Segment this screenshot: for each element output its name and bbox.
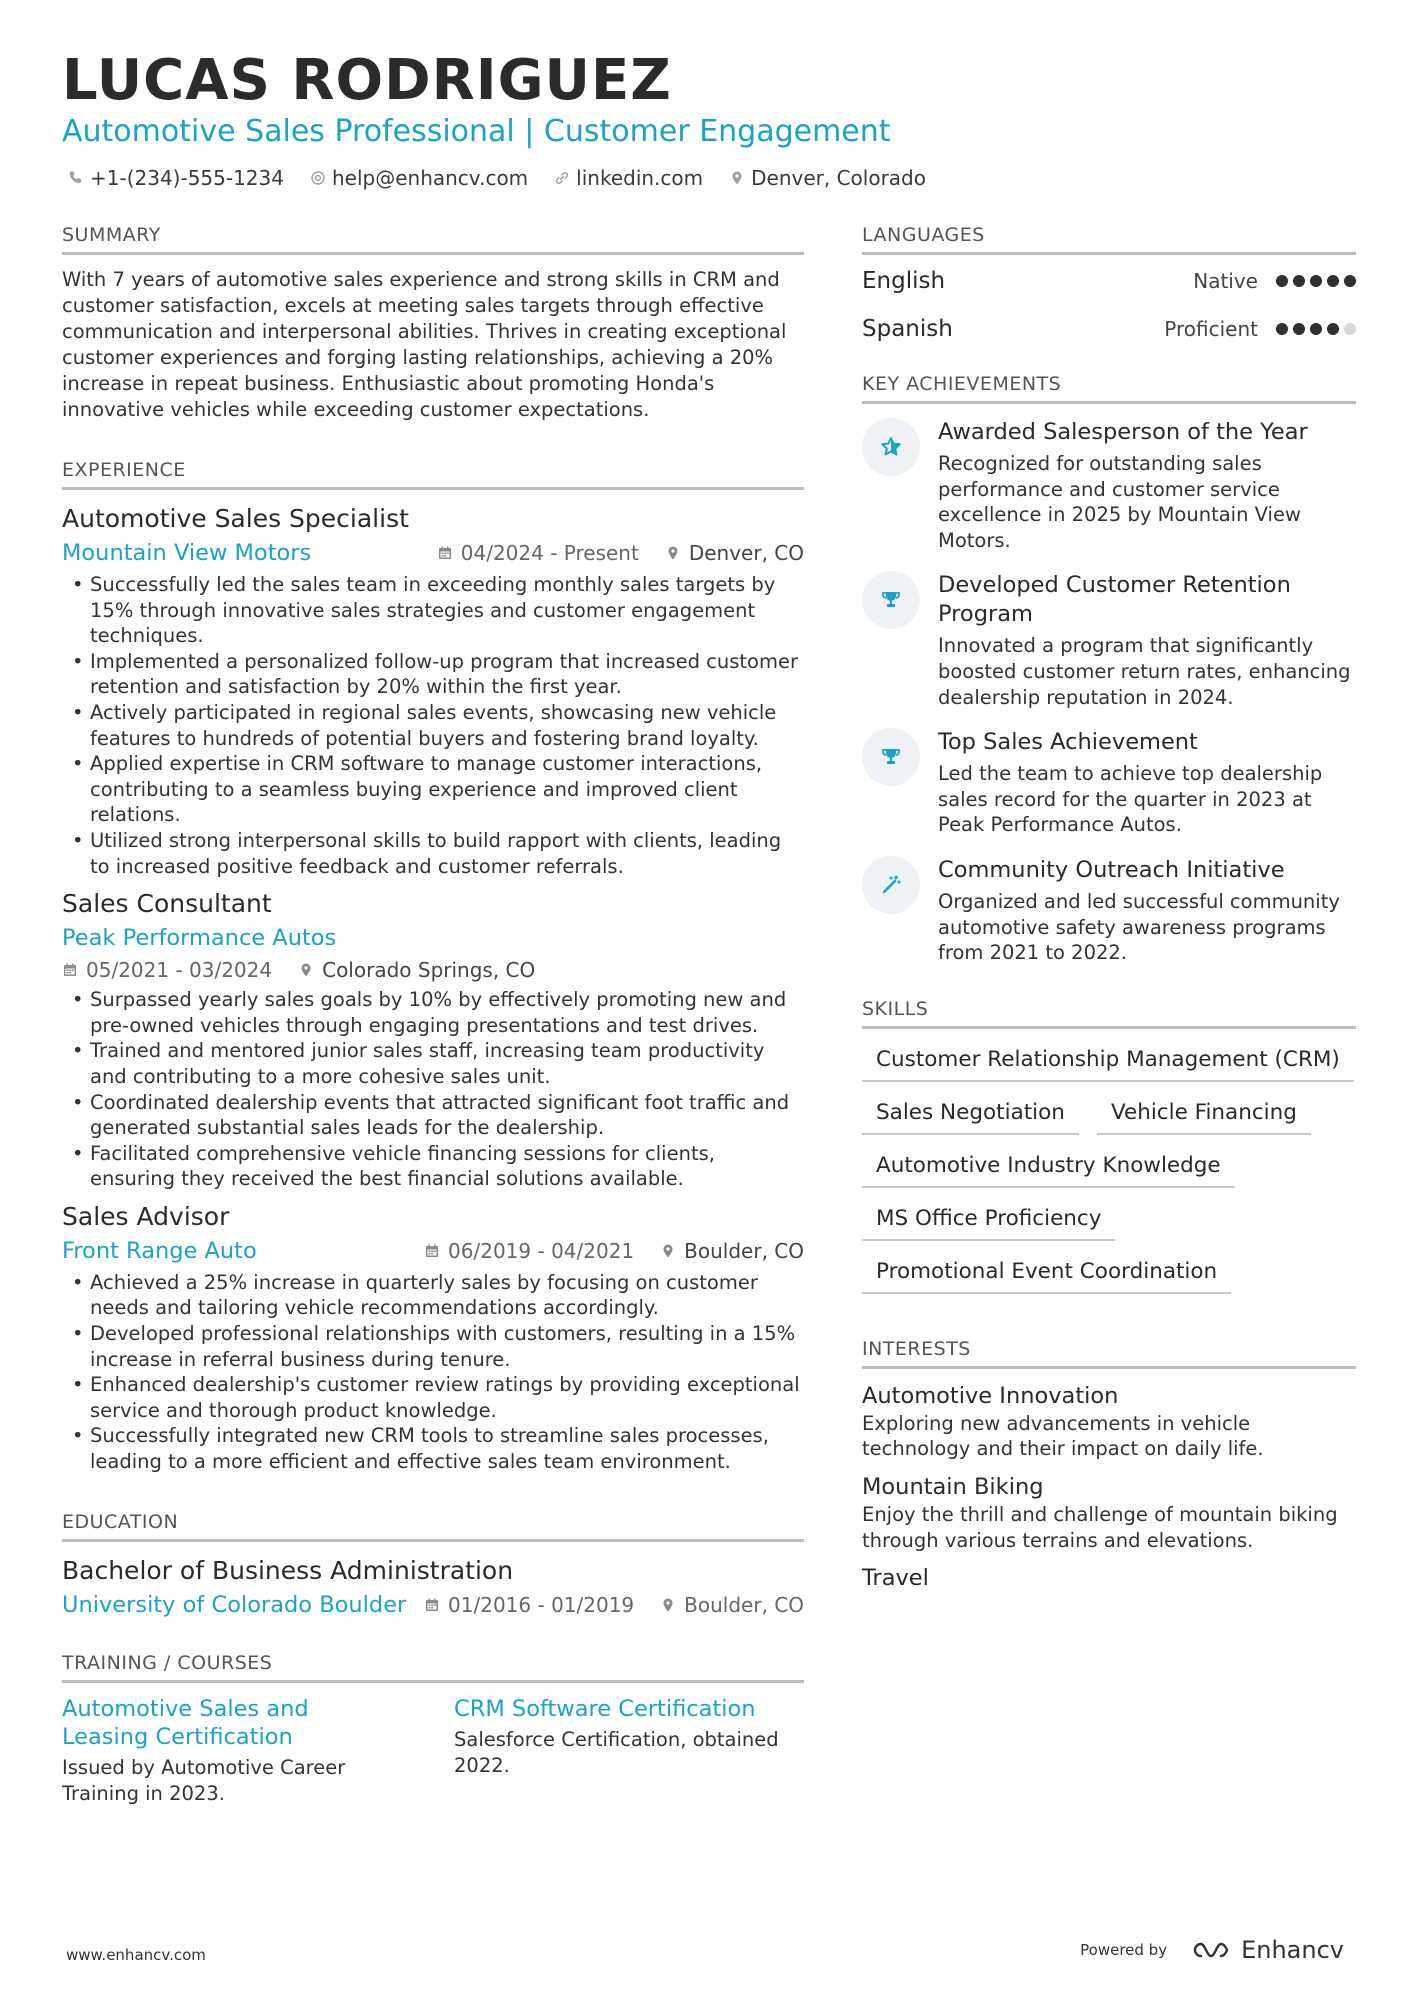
map-pin-icon (660, 1243, 676, 1259)
interest-desc: Enjoy the thrill and challenge of mountain biking through various terrains and elevations. (862, 1502, 1338, 1552)
education-location (660, 1593, 804, 1617)
phone-text: +1-(234)-555-1234 (90, 166, 284, 190)
language-row (862, 257, 1356, 305)
contact-bar (68, 166, 926, 190)
job-meta-row (62, 955, 804, 985)
email-text: help@enhancv.com (331, 166, 529, 190)
job-entry (62, 502, 804, 879)
achievement-desc: Innovated a program that significantly boosted customer return rates, enhancing dealership reputation in 2024. (938, 634, 1351, 709)
job-title: Automotive Sales Specialist (62, 504, 409, 533)
interest-title: Mountain Biking (862, 1473, 1044, 1500)
section-title: EXPERIENCE (62, 459, 804, 490)
education-section (62, 1511, 804, 1622)
achievement-desc: Led the team to achieve top dealership sales record for the quarter in 2023 at Peak Performance Autos. (938, 762, 1323, 837)
achievement-item (862, 728, 1356, 838)
training-desc: Salesforce Certification, obtained 2022. (454, 1727, 779, 1777)
training-name: CRM Software Certification (454, 1695, 756, 1722)
skill-tag: Customer Relationship Management (CRM) (862, 1041, 1354, 1082)
bullet-item: • Applied expertise in CRM software to manage customer interactions, contributing to a seamless buying experience and improved client relations. (62, 751, 804, 828)
training-item (62, 1695, 402, 1807)
skill-tag: MS Office Proficiency (862, 1200, 1115, 1241)
right-column (862, 224, 1356, 1593)
company-name: Mountain View Motors (62, 540, 312, 566)
rating-dot-filled (1293, 275, 1305, 287)
job-location (298, 958, 535, 982)
language-name: Spanish (862, 316, 953, 342)
enhancv-logo-icon (1187, 1939, 1231, 1961)
powered-by-text: Powered by (1080, 1941, 1168, 1959)
bullet-item: • Actively participated in regional sales events, showcasing new vehicle features to hundreds of potential buyers and fostering brand loyalty. (62, 700, 804, 751)
rating-dot-filled (1276, 323, 1288, 335)
education-dates (424, 1593, 634, 1617)
job-location (660, 1239, 804, 1263)
interests-section (862, 1338, 1356, 1593)
rating-dot-filled (1344, 275, 1356, 287)
rating-dot-filled (1327, 275, 1339, 287)
experience-section (62, 459, 804, 1475)
location-text: Colorado Springs, CO (322, 958, 536, 983)
calendar-icon (424, 1243, 440, 1259)
rating-dot-filled (1310, 275, 1322, 287)
job-entry (62, 1200, 804, 1475)
achievement-title: Awarded Salesperson of the Year (938, 419, 1308, 445)
training-desc: Issued by Automotive Career Training in 2023. (62, 1755, 346, 1805)
achievement-title: Developed Customer Retention Program (938, 572, 1291, 628)
job-dates (62, 958, 272, 982)
interest-title: Travel (862, 1565, 929, 1592)
job-entry (62, 887, 804, 1192)
education-meta (62, 1588, 804, 1622)
bullet-item: • Achieved a 25% increase in quarterly sales by focusing on customer needs and tailoring vehicle recommendations accordingly. (62, 1270, 804, 1321)
job-meta (62, 921, 804, 955)
language-level: Native (1193, 269, 1258, 293)
skills-section (862, 998, 1356, 1294)
achievement-desc: Organized and led successful community automotive safety awareness programs from 2021 to 2022. (938, 889, 1340, 965)
skill-tag: Automotive Industry Knowledge (862, 1147, 1235, 1188)
calendar-icon (62, 962, 78, 978)
skill-tag: Promotional Event Coordination (862, 1253, 1231, 1294)
brand-logo[interactable] (1187, 1936, 1344, 1964)
bullet-item: • Implemented a personalized follow-up program that increased customer retention and satisfaction by 20% within the first year. (62, 649, 804, 700)
language-level: Proficient (1164, 317, 1258, 341)
map-pin-icon (660, 1597, 676, 1613)
rating-dot-filled (1293, 323, 1305, 335)
map-pin-icon (729, 170, 745, 186)
location-text: Denver, Colorado (751, 166, 926, 190)
training-item (454, 1695, 794, 1807)
job-location (665, 541, 804, 565)
bullet-item: • Enhanced dealership's customer review ratings by providing exceptional service and thorough product knowledge. (62, 1372, 804, 1423)
at-icon (310, 170, 326, 186)
rating-dot-filled (1327, 323, 1339, 335)
skill-tag: Vehicle Financing (1097, 1094, 1311, 1135)
achievement-title: Top Sales Achievement (938, 729, 1198, 756)
degree-title: Bachelor of Business Administration (62, 1555, 514, 1585)
left-column (62, 224, 804, 1807)
trophy-icon (862, 571, 920, 629)
bullet-item: • Utilized strong interpersonal skills to build rapport with clients, leading to increased positive feedback and customer referrals. (62, 828, 804, 879)
language-row (862, 305, 1356, 353)
achievements-section (862, 373, 1356, 966)
interest-title: Automotive Innovation (862, 1382, 1119, 1409)
bullet-item: • Coordinated dealership events that attracted significant foot traffic and generated substantial sales leads for the dealership. (62, 1090, 804, 1141)
job-bullets (62, 1270, 804, 1475)
achievement-item (862, 856, 1356, 966)
dates-text: 05/2021 - 03/2024 (86, 958, 273, 983)
company-name: Front Range Auto (62, 1237, 257, 1264)
school-name: University of Colorado Boulder (62, 1591, 407, 1618)
bullet-item: • Facilitated comprehensive vehicle financing sessions for clients, ensuring they received the best financial solutions available. (62, 1141, 804, 1192)
languages-section (862, 224, 1356, 353)
job-meta (62, 536, 804, 570)
location-text: Boulder, CO (684, 1592, 804, 1617)
footer-website[interactable]: www.enhancv.com (66, 1946, 206, 1964)
contact-email[interactable] (310, 166, 528, 190)
company-name: Peak Performance Autos (62, 925, 337, 952)
section-title: INTERESTS (862, 1338, 1356, 1369)
section-title: LANGUAGES (862, 224, 1356, 255)
section-title: EDUCATION (62, 1511, 804, 1542)
rating-dot-filled (1310, 323, 1322, 335)
map-pin-icon (665, 545, 681, 561)
location-text: Boulder, CO (684, 1238, 804, 1263)
interest-desc: Exploring new advancements in vehicle technology and their impact on daily life. (862, 1411, 1264, 1461)
bullet-item: • Surpassed yearly sales goals by 10% by effectively promoting new and pre-owned vehicles through engaging presentations and test drives. (62, 987, 804, 1038)
job-meta (62, 1234, 804, 1268)
job-dates (437, 541, 639, 565)
contact-phone (68, 166, 284, 190)
footer-branding (1080, 1936, 1344, 1964)
achievement-item (862, 571, 1356, 710)
bullet-item: • Developed professional relationships with customers, resulting in a 15% increase in referral business during tenure. (62, 1321, 804, 1372)
brand-name: Enhancv (1241, 1936, 1344, 1964)
job-bullets (62, 987, 804, 1192)
bullet-item: • Successfully led the sales team in exceeding monthly sales targets by 15% through innovative sales strategies and customer engagement techniques. (62, 572, 804, 649)
rating-dots (1276, 323, 1356, 335)
star-icon (862, 418, 920, 476)
location-text: Denver, CO (688, 541, 804, 565)
skill-tag: Sales Negotiation (862, 1094, 1079, 1135)
skills-list (862, 1041, 1356, 1294)
dates-text: 06/2019 - 04/2021 (448, 1238, 635, 1263)
achievement-item (862, 418, 1356, 553)
map-pin-icon (298, 962, 314, 978)
section-title: KEY ACHIEVEMENTS (862, 373, 1356, 404)
headline: Automotive Sales Professional | Customer Engagement (62, 114, 891, 149)
job-bullets (62, 572, 804, 879)
job-title: Sales Consultant (62, 889, 272, 919)
language-name: English (862, 268, 946, 294)
rating-dot-filled (1276, 275, 1288, 287)
achievement-title: Community Outreach Initiative (938, 856, 1285, 883)
rating-dot-empty (1344, 323, 1356, 335)
contact-location (729, 166, 926, 190)
dates-text: 04/2024 - Present (460, 541, 639, 565)
contact-linkedin[interactable] (554, 166, 703, 190)
section-title: TRAINING / COURSES (62, 1652, 804, 1683)
achievement-desc: Recognized for outstanding sales performance and customer service excellence in 2025 by Mountain View Motors. (938, 452, 1301, 552)
magic-wand-icon (862, 856, 920, 914)
calendar-icon (424, 1597, 440, 1613)
training-name: Automotive Sales and Leasing Certification (62, 1695, 309, 1750)
phone-icon (68, 170, 84, 186)
bullet-item: • Successfully integrated new CRM tools to streamline sales processes, leading to a more efficient and effective sales team environment. (62, 1423, 804, 1474)
job-title: Sales Advisor (62, 1201, 230, 1231)
trophy-icon (862, 728, 920, 786)
summary-text: With 7 years of automotive sales experience and strong skills in CRM and customer satisfaction, excels at meeting sales targets through effective communication and interpersonal abilities. Thrives in creating exceptional customer experiences and forging lasting relationships, achieving a 20% increase in repeat business. Enthusiastic about promoting Honda's innovative vehicles while exceeding customer expectations. (62, 268, 787, 421)
calendar-icon (437, 545, 453, 561)
candidate-name: LUCAS RODRIGUEZ (62, 48, 672, 113)
bullet-item: • Trained and mentored junior sales staff, increasing team productivity and contributing to a more cohesive sales unit. (62, 1038, 804, 1089)
rating-dots (1276, 275, 1356, 287)
link-icon (554, 170, 570, 186)
linkedin-text: linkedin.com (576, 166, 704, 190)
summary-section (62, 224, 804, 423)
dates-text: 01/2016 - 01/2019 (448, 1592, 635, 1617)
section-title: SKILLS (862, 998, 1356, 1029)
job-dates (424, 1239, 634, 1263)
section-title: SUMMARY (62, 224, 804, 255)
training-section (62, 1652, 804, 1807)
training-grid (62, 1695, 804, 1807)
